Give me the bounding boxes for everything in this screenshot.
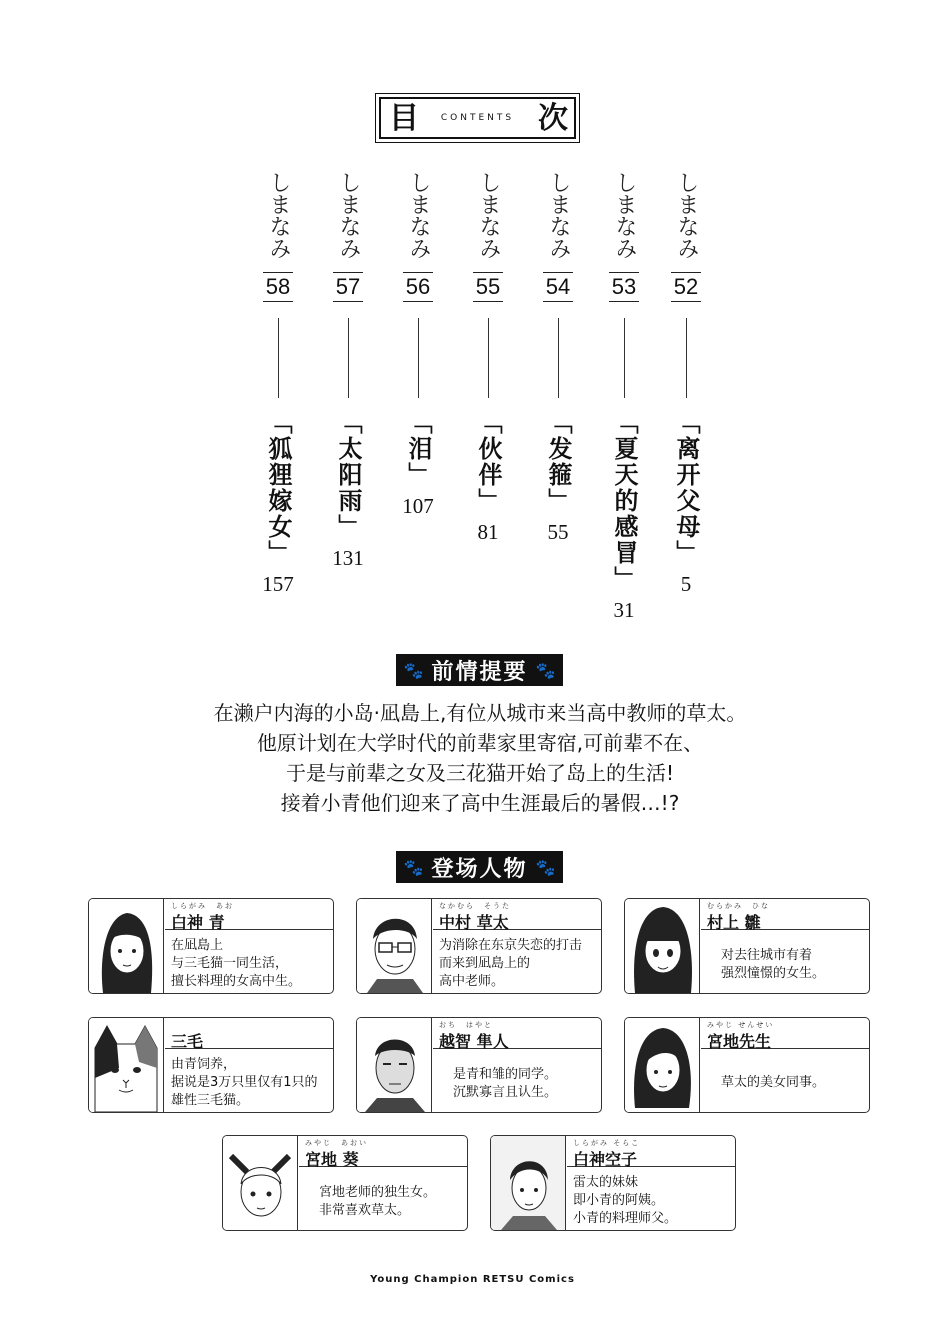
character-desc — [721, 947, 865, 983]
desc-line: 由青饲养， — [171, 1057, 237, 1072]
character-name-area — [701, 899, 869, 930]
character-ruby: みやじ あおい — [305, 1139, 368, 1147]
chapter-title: 「太阳雨」 — [334, 410, 362, 540]
chapter-52[interactable] — [661, 160, 711, 597]
chapter-number: 55 — [473, 272, 503, 302]
desc-line: 沉默寡言且认生。 — [453, 1085, 558, 1100]
character-card-mike[interactable] — [88, 1017, 334, 1113]
character-desc — [319, 1184, 463, 1220]
character-portrait — [89, 899, 164, 993]
contents-title-box — [379, 97, 576, 139]
desc-line: 对去往城市有着 — [721, 948, 813, 963]
paw-icon: 🐾 — [535, 857, 556, 877]
chapter-page: 5 — [680, 572, 692, 596]
character-name: 宮地先生 — [707, 1032, 772, 1051]
chapter-54[interactable] — [533, 160, 583, 545]
chapter-prefix: しまなみ — [336, 171, 361, 259]
desc-line: 据说是3万只里仅有1只的 — [171, 1075, 318, 1090]
character-ruby: しらがみ そらこ — [573, 1139, 641, 1147]
character-name: 白神 青 — [171, 913, 225, 932]
chapter-number: 58 — [263, 272, 293, 302]
desc-line: 与三毛猫一同生活， — [171, 956, 289, 971]
divider — [686, 318, 687, 398]
character-name: 越智 隼人 — [439, 1032, 509, 1051]
desc-line: 是青和雏的同学。 — [453, 1067, 558, 1082]
character-name-area — [701, 1018, 869, 1049]
character-ruby: おち はやと — [439, 1021, 493, 1029]
chapter-title: 「夏天的感冒」 — [610, 410, 638, 592]
divider — [624, 318, 625, 398]
character-portrait — [89, 1018, 164, 1112]
synopsis-banner — [396, 654, 563, 686]
character-portrait — [357, 899, 432, 993]
character-ruby: しらがみ あお — [171, 902, 234, 910]
synopsis-line: 接着小青他们迎来了高中生涯最后的暑假…!? — [280, 791, 680, 815]
chapter-prefix: しまなみ — [406, 171, 431, 259]
character-desc — [439, 937, 597, 991]
character-portrait — [223, 1136, 298, 1230]
character-name-area — [165, 899, 333, 930]
synopsis-text — [180, 698, 780, 818]
character-desc — [171, 937, 329, 991]
chapter-number: 52 — [671, 272, 701, 302]
desc-line: 雷太的妹妹 — [573, 1175, 639, 1190]
character-name: 村上 雛 — [707, 913, 761, 932]
chapter-page: 55 — [547, 520, 569, 544]
desc-line: 草太的美女同事。 — [721, 1075, 826, 1090]
desc-line: 宮地老师的独生女。 — [319, 1185, 437, 1200]
desc-line: 即小青的阿姨。 — [573, 1193, 665, 1208]
chapter-page: 107 — [402, 494, 434, 518]
footer-imprint: Young Champion RETSU Comics — [370, 1274, 575, 1285]
chapter-title: 「离开父母」 — [672, 410, 700, 566]
character-desc — [573, 1174, 731, 1228]
character-desc — [721, 1074, 865, 1092]
character-name: 白神空子 — [573, 1150, 638, 1169]
chapter-title: 「泪」 — [404, 410, 432, 488]
synopsis-line: 他原计划在大学时代的前辈家里寄宿,可前辈不在、 — [256, 731, 704, 755]
desc-line: 高中老师。 — [439, 974, 505, 989]
contents-title-small: CONTENTS — [440, 113, 515, 123]
character-ruby: なかむら そうた — [439, 902, 511, 910]
desc-line: 小青的料理师父。 — [573, 1211, 678, 1226]
chapter-prefix: しまなみ — [476, 171, 501, 259]
chapter-page: 31 — [613, 598, 635, 622]
desc-line: 在凪島上 — [171, 938, 224, 953]
chapter-title: 「伙伴」 — [474, 410, 502, 514]
chapter-number: 54 — [543, 272, 573, 302]
character-portrait — [625, 899, 700, 993]
characters-heading: 登场人物 — [431, 856, 528, 882]
desc-line: 强烈憧憬的女生。 — [721, 966, 826, 981]
divider — [558, 318, 559, 398]
paw-icon: 🐾 — [535, 660, 556, 680]
chapter-prefix: しまなみ — [546, 171, 571, 259]
chapter-57[interactable] — [323, 160, 373, 571]
character-card-hina[interactable] — [624, 898, 870, 994]
character-card-miyaji-sensei[interactable] — [624, 1017, 870, 1113]
chapter-56[interactable] — [393, 160, 443, 519]
desc-line: 而来到凪島上的 — [439, 956, 531, 971]
character-card-hayato[interactable] — [356, 1017, 602, 1113]
character-name-area — [433, 899, 601, 930]
chapter-number: 57 — [333, 272, 363, 302]
character-name: 三毛 — [171, 1032, 204, 1051]
chapter-number: 53 — [609, 272, 639, 302]
character-name-area — [165, 1018, 333, 1049]
character-desc — [171, 1056, 329, 1110]
character-portrait — [491, 1136, 566, 1230]
synopsis-heading: 前情提要 — [431, 659, 528, 685]
character-name-area — [433, 1018, 601, 1049]
chapter-number: 56 — [403, 272, 433, 302]
contents-title-right: 次 — [538, 101, 568, 136]
chapter-55[interactable] — [463, 160, 513, 545]
character-ruby: みやじ せんせい — [707, 1021, 775, 1029]
divider — [278, 318, 279, 398]
chapter-title: 「发箍」 — [544, 410, 572, 514]
character-name-area — [299, 1136, 467, 1167]
paw-icon: 🐾 — [403, 660, 424, 680]
chapter-page: 157 — [262, 572, 294, 596]
character-portrait — [357, 1018, 432, 1112]
contents-title-left: 目 — [389, 101, 419, 136]
character-name: 中村 草太 — [439, 913, 509, 932]
chapter-prefix: しまなみ — [612, 171, 637, 259]
character-card-sorako[interactable] — [490, 1135, 736, 1231]
character-ruby: むらかみ ひな — [707, 902, 770, 910]
desc-line: 为消除在东京失恋的打击 — [439, 938, 583, 953]
characters-banner — [396, 851, 563, 883]
synopsis-line: 于是与前辈之女及三花猫开始了岛上的生活! — [285, 761, 675, 785]
character-name: 宮地 葵 — [305, 1150, 359, 1169]
chapter-title: 「狐狸嫁女」 — [264, 410, 292, 566]
desc-line: 非常喜欢草太。 — [319, 1203, 411, 1218]
divider — [418, 318, 419, 398]
chapter-prefix: しまなみ — [266, 171, 291, 259]
character-desc — [453, 1066, 597, 1102]
desc-line: 雄性三毛猫。 — [171, 1093, 250, 1108]
character-name-area — [567, 1136, 735, 1167]
chapter-page: 131 — [332, 546, 364, 570]
character-card-aoi[interactable] — [222, 1135, 468, 1231]
chapter-prefix: しまなみ — [674, 171, 699, 259]
character-card-ao[interactable] — [88, 898, 334, 994]
character-portrait — [625, 1018, 700, 1112]
character-card-souta[interactable] — [356, 898, 602, 994]
chapter-58[interactable] — [253, 160, 303, 597]
chapter-53[interactable] — [599, 160, 649, 623]
divider — [488, 318, 489, 398]
synopsis-line: 在濑户内海的小岛·凪島上,有位从城市来当高中教师的草太。 — [213, 701, 747, 725]
divider — [348, 318, 349, 398]
paw-icon: 🐾 — [403, 857, 424, 877]
chapter-page: 81 — [477, 520, 499, 544]
desc-line: 擅长料理的女高中生。 — [171, 974, 302, 989]
